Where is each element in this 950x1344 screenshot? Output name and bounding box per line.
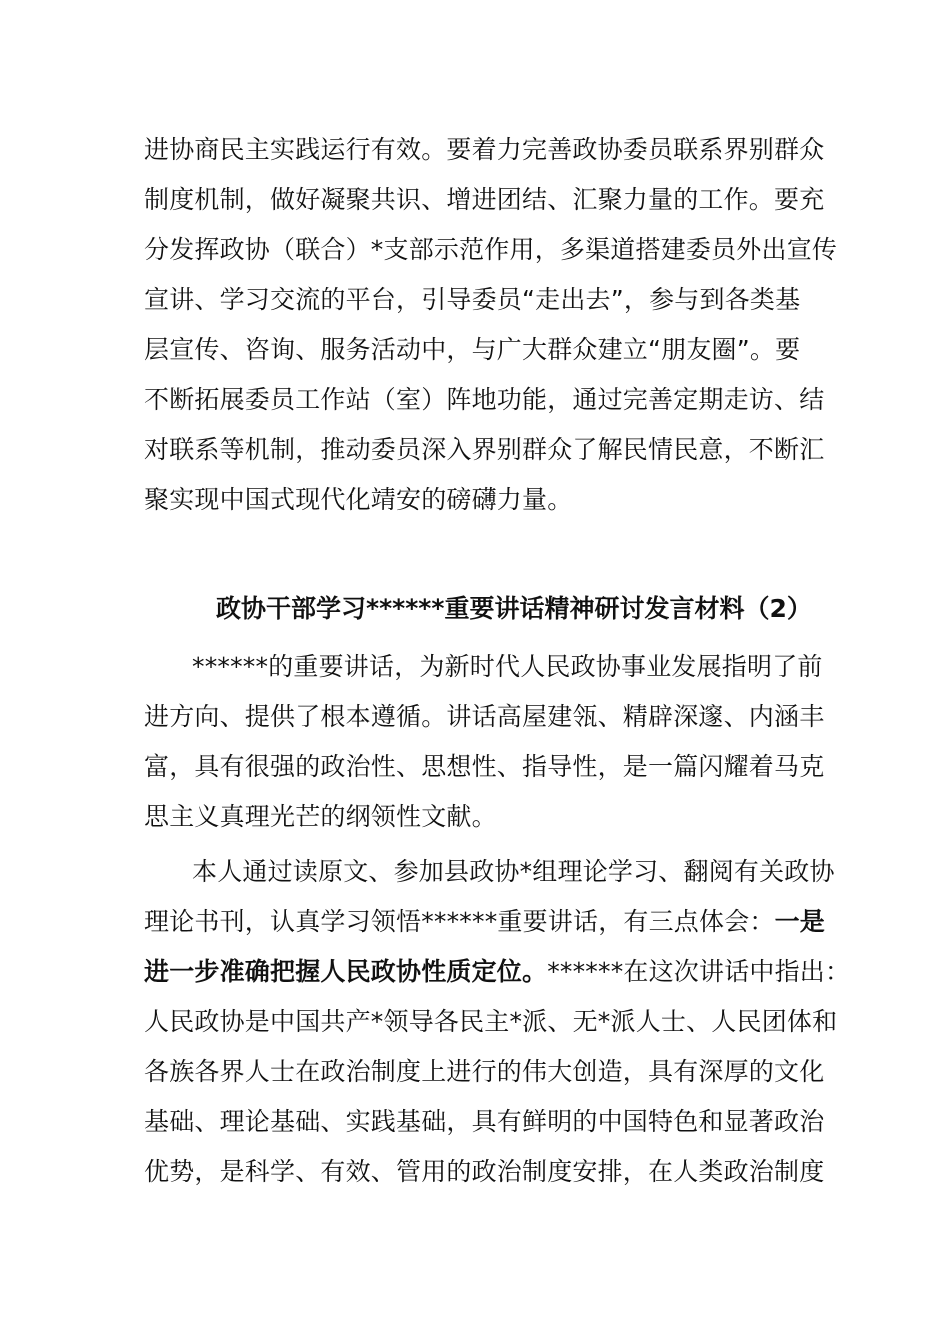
bold-text-run: 一是	[774, 907, 826, 936]
text-line: ******的重要讲话，为新时代人民政协事业发展指明了前	[192, 652, 823, 681]
text-line: 优势，是科学、有效、管用的政治制度安排，在人类政治制度	[144, 1157, 825, 1186]
text-line: 进方向、提供了根本遵循。讲话高屋建瓴、精辟深邃、内涵丰	[144, 702, 825, 731]
bold-text-run: 进一步准确把握人民政协性质定位。	[144, 957, 548, 986]
text-line: 制度机制，做好凝聚共识、增进团结、汇聚力量的工作。要充	[144, 185, 825, 214]
text-line: 富，具有很强的政治性、思想性、指导性，是一篇闪耀着马克	[144, 752, 825, 781]
text-line: 宣讲、学习交流的平台，引导委员“走出去”，参与到各类基	[144, 285, 801, 314]
text-line: 分发挥政协（联合）*支部示范作用，多渠道搭建委员外出宣传	[144, 235, 838, 264]
text-line: 聚实现中国式现代化靖安的磅礴力量。	[144, 485, 573, 514]
text-run: ******在这次讲话中指出：	[547, 957, 851, 986]
section-title: 政协干部学习******重要讲话精神研讨发言材料（2）	[216, 594, 812, 623]
text-line: 层宣传、咨询、服务活动中，与广大群众建立“朋友圈”。要	[144, 335, 801, 364]
text-line: 本人通过读原文、参加县政协*组理论学习、翻阅有关政协	[192, 857, 835, 886]
text-line: 人民政协是中国共产*领导各民主*派、无*派人士、人民团体和	[144, 1007, 838, 1036]
text-line: 进协商民主实践运行有效。要着力完善政协委员联系界别群众	[144, 135, 825, 164]
text-line	[144, 955, 850, 989]
text-line: 基础、理论基础、实践基础，具有鲜明的中国特色和显著政治	[144, 1107, 825, 1136]
text-line: 各族各界人士在政治制度上进行的伟大创造，具有深厚的文化	[144, 1057, 825, 1086]
text-line	[144, 905, 825, 939]
text-line: 对联系等机制，推动委员深入界别群众了解民情民意，不断汇	[144, 435, 825, 464]
text-run: 理论书刊，认真学习领悟******重要讲话，有三点体会：	[144, 907, 775, 936]
text-line: 不断拓展委员工作站（室）阵地功能，通过完善定期走访、结	[144, 385, 825, 414]
text-line: 思主义真理光芒的纲领性文献。	[144, 802, 497, 831]
